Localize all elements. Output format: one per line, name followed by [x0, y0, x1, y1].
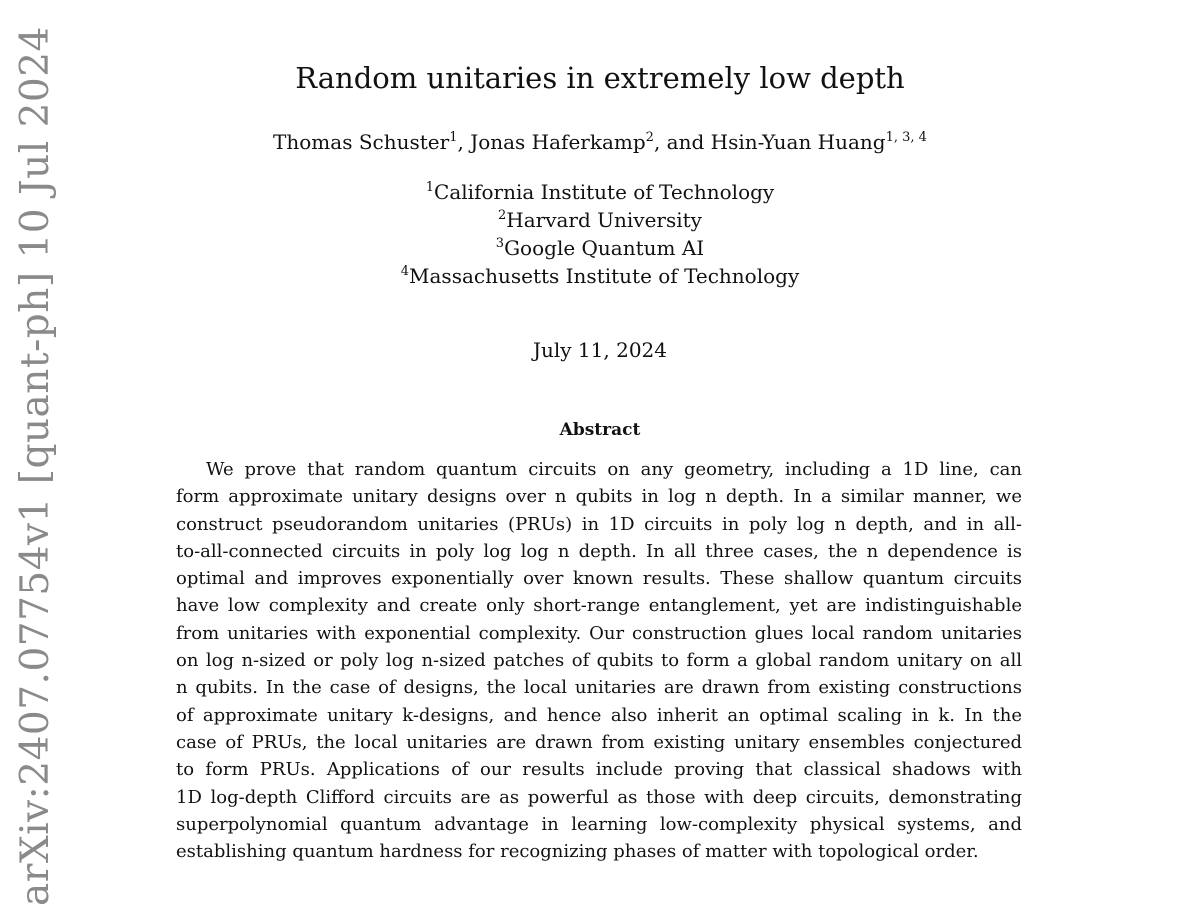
affiliation-list: [0, 178, 1200, 290]
abstract-line: to-all-connected circuits in poly log log n depth. In all three cases, the n dependence is: [176, 540, 1022, 562]
publication-date: July 11, 2024: [532, 338, 667, 362]
abstract-line: of approximate unitary k-designs, and hence also inherit an optimal scaling in k. In the: [176, 704, 1022, 726]
arxiv-identifier-stamp: arXiv:2407.07754v1 [quant-ph] 10 Jul 2024: [13, 26, 58, 906]
author-affiliation-mark: 1: [449, 130, 458, 145]
author-affiliation-mark: 2: [645, 130, 654, 145]
abstract-line: case of PRUs, the local unitaries are drawn from existing unitary ensembles conjectured: [176, 731, 1022, 753]
affiliation-item: [0, 234, 1200, 262]
abstract-line: superpolynomial quantum advantage in learning low-complexity physical systems, and: [176, 813, 1022, 835]
affiliation-item: [0, 262, 1200, 290]
affiliation-mark: 4: [400, 264, 410, 279]
author-affiliation-mark: 1, 3, 4: [885, 130, 927, 145]
paper-title: Random unitaries in extremely low depth: [295, 61, 905, 95]
abstract-heading: Abstract: [559, 420, 641, 440]
abstract-line: on log n-sized or poly log n-sized patches of qubits to form a global random unitary on all: [176, 650, 1022, 672]
affiliation-name: Harvard University: [506, 208, 702, 232]
author-list: [0, 128, 1200, 156]
affiliation-name: Massachusetts Institute of Technology: [409, 264, 800, 288]
author-name: Thomas Schuster: [273, 130, 450, 154]
affiliation-mark: 3: [495, 236, 505, 251]
abstract-line: form approximate unitary designs over n qubits in log n depth. In a similar manner, we: [176, 486, 1022, 508]
affiliation-name: Google Quantum AI: [504, 236, 705, 260]
affiliation-mark: 1: [425, 180, 435, 195]
author-separator: ,: [457, 130, 471, 154]
abstract-line: to form PRUs. Applications of our results include proving that classical shadows with: [176, 759, 1022, 781]
abstract-line: 1D log-depth Clifford circuits are as powerful as those with deep circuits, demonstrating: [176, 786, 1022, 808]
abstract-line: We prove that random quantum circuits on any geometry, including a 1D line, can: [206, 459, 1022, 480]
abstract-line: from unitaries with exponential complexity. Our construction glues local random unitaries: [176, 622, 1022, 644]
author-name: Hsin-Yuan Huang: [710, 130, 886, 154]
author-separator: , and: [653, 130, 711, 154]
affiliation-name: California Institute of Technology: [434, 180, 775, 204]
abstract-line: establishing quantum hardness for recognizing phases of matter with topological order.: [176, 841, 979, 863]
affiliation-mark: 2: [498, 208, 507, 223]
affiliation-item: [0, 178, 1200, 206]
author-name: Jonas Haferkamp: [470, 130, 646, 154]
abstract-line: have low complexity and create only short-range entanglement, yet are indistinguishable: [176, 595, 1022, 617]
abstract-line: construct pseudorandom unitaries (PRUs) in 1D circuits in poly log n depth, and in all-: [176, 513, 1022, 535]
abstract-line: optimal and improves exponentially over known results. These shallow quantum circuits: [176, 568, 1022, 590]
affiliation-item: [0, 206, 1200, 234]
abstract-body: [176, 456, 1022, 865]
abstract-line: n qubits. In the case of designs, the local unitaries are drawn from existing constructions: [176, 677, 1022, 699]
